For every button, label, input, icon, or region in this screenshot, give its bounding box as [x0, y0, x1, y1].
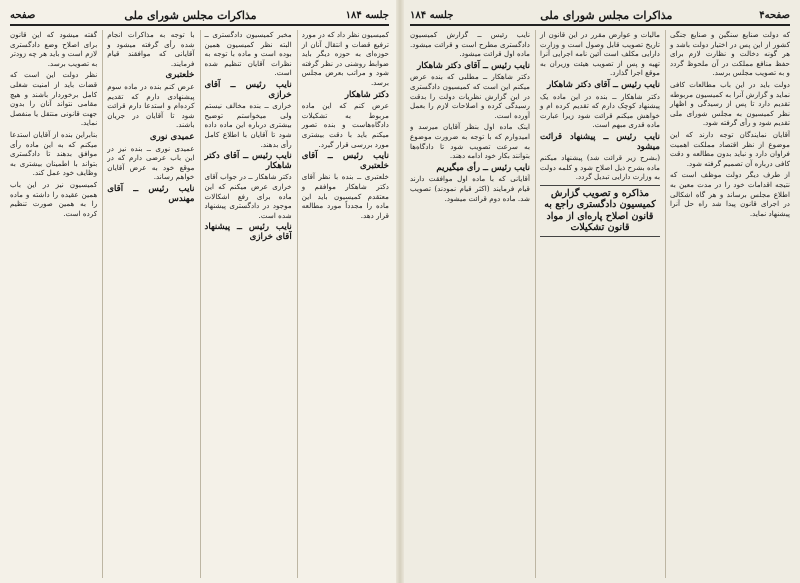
right-header-title: مذاکرات مجلس شورای ملی	[540, 8, 673, 22]
paragraph: عرض کنم که این ماده مربوط به تشکیلات دادگاه‌هاست و بنده تصور میکنم باید با دقت بیشتری مورد بررسی قرار گیرد.	[301, 101, 389, 149]
right-page-header	[410, 8, 790, 26]
paragraph: خلعتبری ــ بنده با نظر آقای دکتر شاهکار موافقم و معتقدم کمیسیون باید این ماده را مجدداً مورد مطالعه قرار دهد.	[301, 172, 389, 220]
paragraph: نظر دولت این است که قضات باید از امنیت شغلی کامل برخوردار باشند و هیچ مقامی نتواند آنان را بدون جهت قانونی منتقل یا منفصل نماید.	[10, 70, 98, 128]
paragraph: دکتر شاهکار ــ در جواب آقای خرازی عرض میکنم که این ماده برای رفع اشکالات موجود در دادگستری پیشنهاد شده است.	[204, 172, 292, 220]
paragraph: با توجه به مذاکرات انجام شده رأی گرفته میشود و آقایانی که موافقند قیام فرمایند.	[107, 30, 195, 68]
left-column-2	[200, 30, 292, 578]
left-column-3	[102, 30, 194, 578]
paragraph: مخبر کمیسیون دادگستری ــ البته نظر کمیسیون همین بوده است و ماده با توجه به نظرات آقایان تنظیم شده است.	[204, 30, 292, 78]
speaker-label: نایب رئیس ــ پیشنهاد قرائت میشود	[540, 131, 660, 152]
speaker-label: خلعتبری	[165, 70, 195, 81]
paragraph: کمیسیون نیز در این باب همین عقیده را داشته و ماده را به همین صورت تنظیم کرده است.	[10, 179, 98, 218]
right-column-2	[535, 30, 660, 578]
speaker-label: نایب رئیس ــ پیشنهاد آقای خرازی	[204, 222, 292, 242]
speaker-label: نایب رئیس ــ آقای دکتر شاهکار	[204, 151, 292, 171]
paragraph: مالیات و عوارض مقرر در این قانون از تاریخ تصویب قابل وصول است و وزارت دارایی مکلف است آئین نامه اجرایی آنرا تهیه و پس از تصویب هیئت وزیران به موقع اجرا گذارد.	[540, 30, 660, 78]
speaker-label: عمیدی نوری	[149, 131, 195, 142]
right-column-3	[410, 30, 530, 578]
paragraph: (بشرح زیر قرائت شد) پیشنهاد میکنم ماده بشرح ذیل اصلاح شود و کلمه دولت به وزارت دارایی تبدیل گردد.	[540, 153, 660, 182]
paragraph: آقایان نمایندگان توجه دارند که این موضوع از نظر اقتصاد مملکت اهمیت فراوان دارد و نباید بدون مطالعه و دقت کافی درباره آن تصمیم گرفته شود.	[670, 129, 790, 168]
paragraph: که دولت صنایع سنگین و صنایع جنگی کشور از این پس در اختیار دولت باشد و هر گونه دخالت و نظارت لازم برای حفظ منافع مملکت در آن ملحوظ گردد و به تصویب مجلس برسد.	[670, 30, 790, 78]
left-page-header	[10, 8, 389, 26]
paragraph: عمیدی نوری ــ بنده نیز در این باب عرضی دارم که در موقع خود به عرض آقایان خواهم رساند.	[107, 143, 195, 182]
right-page-columns	[410, 30, 790, 578]
paragraph: گفته میشود که این قانون برای اصلاح وضع دادگستری لازم است و باید هر چه زودتر به تصویب برسد.	[10, 30, 98, 68]
paragraph: آقایانی که با ماده اول موافقت دارند قیام فرمایند (اکثر قیام نمودند) تصویب شد. ماده دوم قرائت میشود.	[410, 174, 530, 203]
speaker-label: نایب رئیس ــ آقای دکتر شاهکار	[417, 60, 530, 71]
page-gutter	[396, 0, 404, 583]
paragraph: بنابراین بنده از آقایان استدعا میکنم که به این ماده رأی موافق بدهند تا دادگستری بتواند با اطمینان بیشتری به وظایف خود عمل کند.	[10, 129, 98, 178]
left-column-4	[10, 30, 97, 578]
paragraph: کمیسیون نظر داد که در مورد ترفیع قضات و انتقال آنان از حوزه‌ای به حوزه دیگر باید ضوابط روشنی در نظر گرفته شود و مراتب بعرض مجلس برسد.	[301, 30, 389, 87]
right-header-session: جلسه ۱۸۴	[410, 9, 454, 21]
paragraph: خرازی ــ بنده مخالف نیستم ولی میخواستم توضیح بیشتری درباره این ماده داده شود تا آقایان با اطلاع کامل رأی بدهند.	[204, 101, 292, 149]
speaker-label: نایب رئیس ــ آقای مهندس	[107, 183, 195, 204]
left-header-title: مذاکرات مجلس شورای ملی	[124, 8, 257, 22]
speaker-label: نایب رئیس ــ رأی میگیریم	[436, 162, 530, 173]
paragraph: از طرف دیگر دولت موظف است که نتیجه اقدامات خود را در مدت معین به اطلاع مجلس برساند و هر گاه اشکالی در اجرای قانون پیدا شد راه حل آنرا پیشنهاد نماید.	[670, 170, 790, 218]
right-column-1	[665, 30, 790, 578]
left-column-1	[297, 30, 389, 578]
left-header-page-label: صفحه	[10, 9, 36, 21]
paragraph: نایب رئیس ــ گزارش کمیسیون دادگستری مطرح است و قرائت میشود. ماده اول قرائت میشود.	[410, 30, 530, 59]
left-page-columns	[10, 30, 389, 578]
speaker-label: نایب رئیس ــ آقای خرازی	[204, 79, 292, 100]
paragraph: دکتر شاهکار ــ بنده در این ماده یک پیشنهاد کوچک دارم که تقدیم کرده ام و خواهش میکنم قرائت شود زیرا عبارت ماده قدری مبهم است.	[540, 91, 660, 130]
right-header-page-number: صفحه۴	[759, 9, 790, 21]
section-heading: مذاکره و تصویب گزارش کمیسیون دادگستری راجع به قانون اصلاح پاره‌ای از مواد قانون تشکیلات	[540, 185, 660, 237]
speaker-label: دکتر شاهکار	[344, 89, 389, 100]
paragraph: اینک ماده اول بنظر آقایان میرسد و امیدوارم که با توجه به ضرورت موضوع به سرعت تصویب شود تا دادگاه‌ها بتوانند بکار خود ادامه دهند.	[410, 122, 530, 161]
left-header-session: جلسه ۱۸۴	[345, 9, 389, 21]
paragraph: دکتر شاهکار ــ مطلبی که بنده عرض میکنم این است که کمیسیون دادگستری در این گزارش نظریات دولت را بدقت رسیدگی کرده و اصلاحات لازم را بعمل آورده است.	[410, 72, 530, 120]
paragraph: عرض کنم بنده در ماده سوم پیشنهادی دارم که تقدیم کرده‌ام و استدعا دارم قرائت شود تا آقایان در جریان باشند.	[107, 81, 195, 130]
paragraph: دولت باید در این باب مطالعات کافی نماید و گزارش آنرا به کمیسیون مربوطه تقدیم دارد تا پس از رسیدگی و اظهار نظر کمیسیون به مجلس شورای ملی تقدیم شود و رأی گرفته شود.	[670, 79, 790, 128]
right-page	[400, 0, 800, 583]
speaker-label: نایب رئیس ــ آقای دکتر شاهکار	[547, 79, 660, 90]
speaker-label: نایب رئیس ــ آقای خلعتبری	[301, 151, 389, 171]
